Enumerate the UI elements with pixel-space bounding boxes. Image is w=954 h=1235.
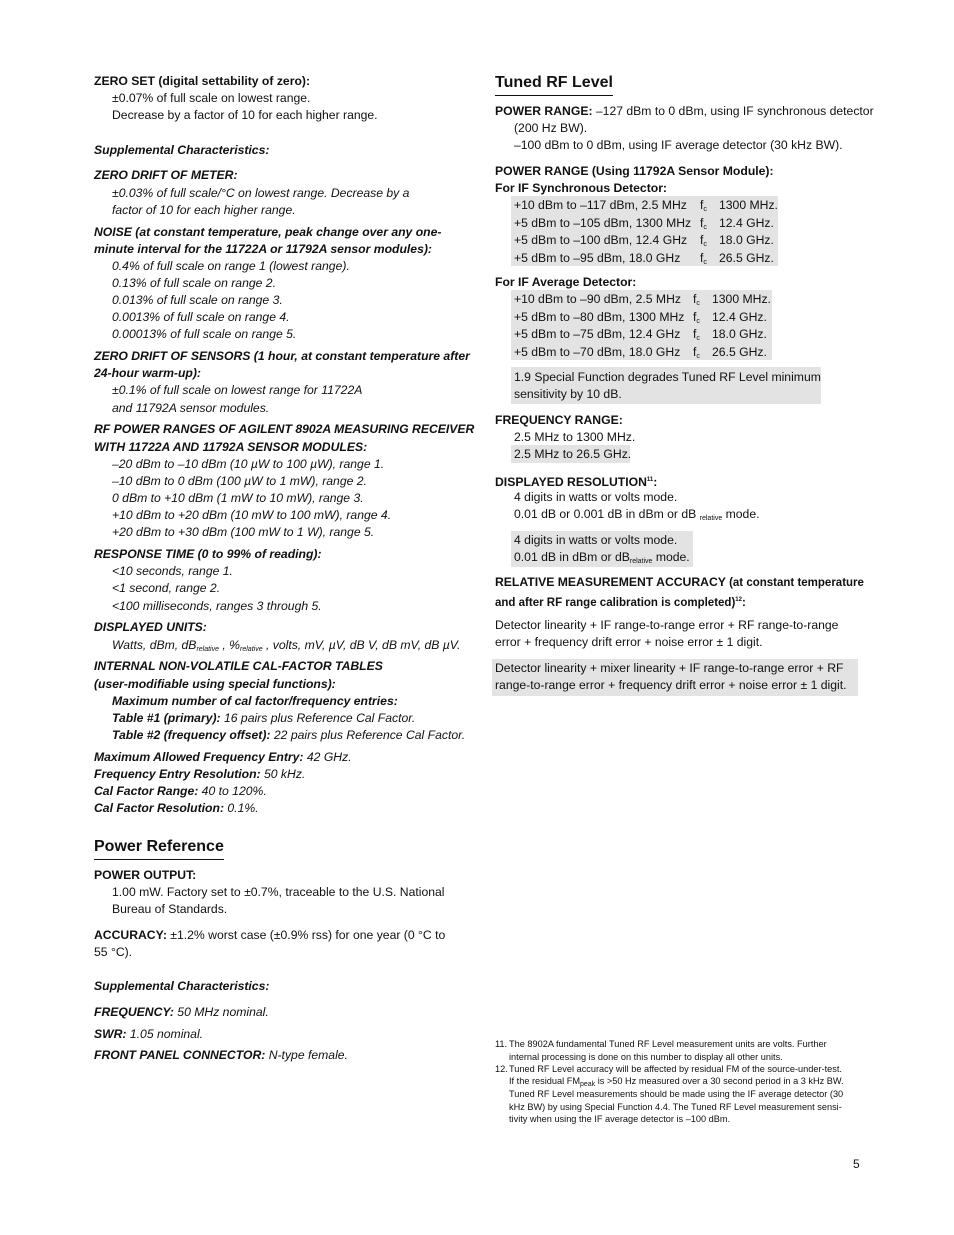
zero-drift-sensors-line: and 11792A sensor modules. xyxy=(112,401,270,415)
displayed-units-line xyxy=(112,637,460,658)
page-number: 5 xyxy=(853,1157,860,1171)
displayed-resolution-shaded-line: 4 digits in watts or volts mode. xyxy=(514,533,678,547)
relative-accuracy-heading xyxy=(495,592,746,612)
range-row-limit: 1300 MHz. xyxy=(719,198,778,212)
power-range-line: –100 dBm to 0 dBm, using IF average detector (30 kHz BW). xyxy=(514,138,843,152)
displayed-resolution-line: 4 digits in watts or volts mode. xyxy=(514,490,678,504)
frequency-label: FREQUENCY: xyxy=(94,1005,174,1019)
spec-cal-factor-resolution xyxy=(94,800,259,817)
connector-spec xyxy=(94,1047,348,1064)
range-row-text: +5 dBm to –105 dBm, 1300 MHz xyxy=(514,215,692,230)
relative-accuracy-line: Detector linearity + IF range-to-range error + RF range-to-range xyxy=(495,618,839,632)
connector-label: FRONT PANEL CONNECTOR: xyxy=(94,1048,266,1062)
zero-drift-meter-line: ±0.03% of full scale/°C on lowest range. Decrease by a xyxy=(112,186,410,200)
fc-symbol: $f_c$ xyxy=(700,198,707,213)
accuracy-value: ±1.2% worst case (±0.9% rss) for one year (0 °C to xyxy=(166,928,446,942)
spec-value: 0.1%. xyxy=(224,801,259,815)
spec-cal-factor-range xyxy=(94,783,267,800)
swr-spec xyxy=(94,1026,203,1043)
footnote-line: tivity when using the IF average detector is –100 dBm. xyxy=(509,1114,731,1124)
swr-label: SWR: xyxy=(94,1027,127,1041)
footnote-line: internal processing is done on this number to display all other units. xyxy=(509,1052,783,1062)
range-row-limit: 1300 MHz. xyxy=(712,292,771,306)
range-row-text: +5 dBm to –100 dBm, 12.4 GHz xyxy=(514,233,688,247)
power-range-line: (200 Hz BW). xyxy=(514,121,588,135)
zero-drift-sensors-heading: ZERO DRIFT OF SENSORS (1 hour, at constant temperature after xyxy=(94,349,470,363)
fc-symbol: $f_c$ xyxy=(693,309,700,325)
displayed-resolution-line xyxy=(514,506,759,527)
accuracy-line: 55 °C). xyxy=(94,945,133,959)
cal-table-1 xyxy=(112,710,415,727)
relative-accuracy-heading xyxy=(495,574,864,592)
special-function-line: sensitivity by 10 dB. xyxy=(514,387,622,401)
cal-tables-heading: (user-modifiable using special functions): xyxy=(94,677,336,691)
subscript: peak xyxy=(579,1081,596,1088)
subscript: relative xyxy=(196,646,220,653)
accuracy-line xyxy=(94,927,445,944)
noise-line: 0.13% of full scale on range 2. xyxy=(112,276,276,290)
spec-label: Cal Factor Resolution: xyxy=(94,801,225,815)
fc-symbol: $f_c$ xyxy=(693,292,700,307)
spec-frequency-resolution xyxy=(94,766,305,783)
noise-heading: NOISE (at constant temperature, peak change over any one- xyxy=(94,225,442,239)
cal-table-2-value: 22 pairs plus Reference Cal Factor. xyxy=(270,728,466,742)
power-range-sensor-heading: POWER RANGE (Using 11792A Sensor Module): xyxy=(495,164,774,178)
spec-label: Frequency Entry Resolution: xyxy=(94,767,261,781)
range-row-limit: 12.4 GHz. xyxy=(712,309,767,324)
subscript: relative xyxy=(240,646,263,653)
swr-value: 1.05 nominal. xyxy=(126,1027,204,1041)
power-range-line xyxy=(495,103,874,120)
text: mode. xyxy=(652,550,690,564)
range-row-limit: 18.0 GHz. xyxy=(712,327,767,341)
avg-detector-heading: For IF Average Detector: xyxy=(495,275,637,289)
zero-drift-meter-heading: ZERO DRIFT OF METER: xyxy=(94,168,238,182)
cal-tables-max-entries: Maximum number of cal factor/frequency entries: xyxy=(112,694,398,708)
noise-line: 0.0013% of full scale on range 4. xyxy=(112,310,290,324)
sync-detector-heading: For IF Synchronous Detector: xyxy=(495,181,667,195)
response-time-heading: RESPONSE TIME (0 to 99% of reading): xyxy=(94,547,322,561)
footnote-line: kHz BW) by using Special Function 4.4. The Tuned RF Level measurement sensi- xyxy=(509,1102,842,1112)
power-output-line: 1.00 mW. Factory set to ±0.7%, traceable to the U.S. National xyxy=(112,885,445,899)
response-time-line: <1 second, range 2. xyxy=(112,581,221,595)
zero-set-heading: ZERO SET (digital settability of zero): xyxy=(94,74,311,88)
rf-power-ranges-heading: RF POWER RANGES OF AGILENT 8902A MEASURING RECEIVER xyxy=(94,422,475,436)
noise-line: 0.4% of full scale on range 1 (lowest range). xyxy=(112,259,350,273)
frequency-range-heading: FREQUENCY RANGE: xyxy=(495,413,623,427)
displayed-units-heading: DISPLAYED UNITS: xyxy=(94,620,207,634)
supplemental-heading: Supplemental Characteristics: xyxy=(94,143,270,157)
tuned-rf-level-title: Tuned RF Level xyxy=(495,73,613,96)
subscript: relative xyxy=(629,558,653,565)
range-row-text: +5 dBm to –75 dBm, 12.4 GHz xyxy=(514,327,681,341)
noise-line: 0.00013% of full scale on range 5. xyxy=(112,327,297,341)
cal-table-2-label: Table #2 (frequency offset): xyxy=(112,728,271,742)
spec-label: Maximum Allowed Frequency Entry: xyxy=(94,750,304,764)
power-output-heading: POWER OUTPUT: xyxy=(94,868,197,882)
frequency-range-line: 2.5 MHz to 1300 MHz. xyxy=(514,430,636,444)
heading-text: and after RF range calibration is completed) xyxy=(495,597,736,609)
zero-set-line: Decrease by a factor of 10 for each higher range. xyxy=(112,108,378,122)
accuracy-label: ACCURACY: xyxy=(94,928,167,942)
range-row-text: +5 dBm to –95 dBm, 18.0 GHz xyxy=(514,250,681,265)
connector-value: N-type female. xyxy=(265,1048,348,1062)
heading-text: (at constant temperature xyxy=(725,577,864,589)
footnote-ref: 12 xyxy=(735,597,742,603)
heading-colon: : xyxy=(653,475,658,489)
power-output-line: Bureau of Standards. xyxy=(112,902,228,916)
rf-power-range-line: +20 dBm to +30 dBm (100 mW to 1 W), range 5. xyxy=(112,525,375,539)
response-time-line: <100 milliseconds, ranges 3 through 5. xyxy=(112,599,322,613)
range-row-limit: 26.5 GHz. xyxy=(712,344,767,359)
relative-accuracy-line: error + frequency drift error + noise error ± 1 digit. xyxy=(495,635,763,649)
heading-text: DISPLAYED RESOLUTION xyxy=(495,475,647,489)
fc-symbol: $f_c$ xyxy=(693,327,700,342)
text: mode. xyxy=(722,507,760,521)
spec-value: 50 kHz. xyxy=(260,767,306,781)
fc-symbol: $f_c$ xyxy=(693,344,700,360)
footnote-line: Tuned RF Level accuracy will be affected by residual FM of the source-under-test. xyxy=(509,1064,842,1074)
subscript: relative xyxy=(699,515,723,522)
zero-drift-sensors-line: ±0.1% of full scale on lowest range for 11722A xyxy=(112,383,363,397)
cal-table-1-label: Table #1 (primary): xyxy=(112,711,221,725)
fc-symbol: $f_c$ xyxy=(700,215,707,231)
displayed-resolution-shaded-line xyxy=(514,549,690,570)
footnote-number: 11. xyxy=(495,1039,508,1049)
displayed-units-text: , % xyxy=(219,638,241,652)
range-row-text: +10 dBm to –90 dBm, 2.5 MHz xyxy=(514,292,681,306)
frequency-value: 50 MHz nominal. xyxy=(173,1005,269,1019)
spec-value: 40 to 120%. xyxy=(198,784,267,798)
noise-heading: minute interval for the 11722A or 11792A sensor modules): xyxy=(94,242,432,256)
frequency-spec xyxy=(94,1004,269,1021)
displayed-units-text: Watts, dBm, dB xyxy=(112,638,197,652)
range-row-limit: 26.5 GHz. xyxy=(719,250,774,265)
cal-tables-heading: INTERNAL NON-VOLATILE CAL-FACTOR TABLES xyxy=(94,659,383,673)
relative-accuracy-shaded-line: range-to-range error + frequency drift error + noise error ± 1 digit. xyxy=(495,678,847,692)
spec-value: 42 GHz. xyxy=(303,750,352,764)
zero-set-line: ±0.07% of full scale on lowest range. xyxy=(112,91,311,105)
rf-power-range-line: –20 dBm to –10 dBm (10 µW to 100 µW), range 1. xyxy=(112,457,385,471)
power-range-value: –127 dBm to 0 dBm, using IF synchronous detector xyxy=(592,104,874,118)
supplemental-heading: Supplemental Characteristics: xyxy=(94,979,270,993)
power-reference-title: Power Reference xyxy=(94,837,224,860)
frequency-range-line: 2.5 MHz to 26.5 GHz. xyxy=(514,447,632,461)
spec-label: Cal Factor Range: xyxy=(94,784,199,798)
fc-symbol: $f_c$ xyxy=(700,233,707,248)
zero-drift-sensors-heading: 24-hour warm-up): xyxy=(94,366,201,380)
text: 0.01 dB or 0.001 dB in dBm or dB xyxy=(514,507,700,521)
heading-text: RELATIVE MEASUREMENT ACCURACY xyxy=(495,575,726,589)
range-row-text: +10 dBm to –117 dBm, 2.5 MHz xyxy=(514,198,687,212)
rf-power-range-line: 0 dBm to +10 dBm (1 mW to 10 mW), range 3. xyxy=(112,491,364,505)
text: 0.01 dB in dBm or dB xyxy=(514,550,630,564)
noise-line: 0.013% of full scale on range 3. xyxy=(112,293,283,307)
displayed-units-text: , volts, mV, µV, dB V, dB mV, dB µV. xyxy=(262,638,461,652)
range-row-limit: 12.4 GHz. xyxy=(719,215,774,230)
fc-symbol: $f_c$ xyxy=(700,250,707,266)
cal-table-2 xyxy=(112,727,465,744)
relative-accuracy-shaded-line: Detector linearity + mixer linearity + IF range-to-range error + RF xyxy=(495,661,844,675)
heading-colon: : xyxy=(741,597,746,609)
cal-table-1-value: 16 pairs plus Reference Cal Factor. xyxy=(220,711,416,725)
rf-power-range-line: +10 dBm to +20 dBm (10 mW to 100 mW), range 4. xyxy=(112,508,392,522)
range-row-limit: 18.0 GHz. xyxy=(719,233,774,247)
footnote-ref: 11 xyxy=(646,477,654,483)
text: is >50 Hz measured over a 30 second period in a 3 kHz BW. xyxy=(595,1076,844,1086)
zero-drift-meter-line: factor of 10 for each higher range. xyxy=(112,203,296,217)
range-row-text: +5 dBm to –70 dBm, 18.0 GHz xyxy=(514,344,681,359)
footnote-line: The 8902A fundamental Tuned RF Level measurement units are volts. Further xyxy=(509,1039,827,1049)
special-function-line: 1.9 Special Function degrades Tuned RF Level minimum xyxy=(514,370,821,384)
rf-power-range-line: –10 dBm to 0 dBm (100 µW to 1 mW), range 2. xyxy=(112,474,367,488)
response-time-line: <10 seconds, range 1. xyxy=(112,564,233,578)
text: If the residual FM xyxy=(509,1076,580,1086)
rf-power-ranges-heading: WITH 11722A AND 11792A SENSOR MODULES: xyxy=(94,440,368,454)
footnote-line: Tuned RF Level measurements should be made using the IF average detector (30 xyxy=(509,1089,844,1099)
power-range-label: POWER RANGE: xyxy=(495,104,593,118)
spec-max-frequency xyxy=(94,749,352,766)
footnote-number: 12. xyxy=(495,1064,508,1074)
range-row-text: +5 dBm to –80 dBm, 1300 MHz xyxy=(514,309,685,324)
